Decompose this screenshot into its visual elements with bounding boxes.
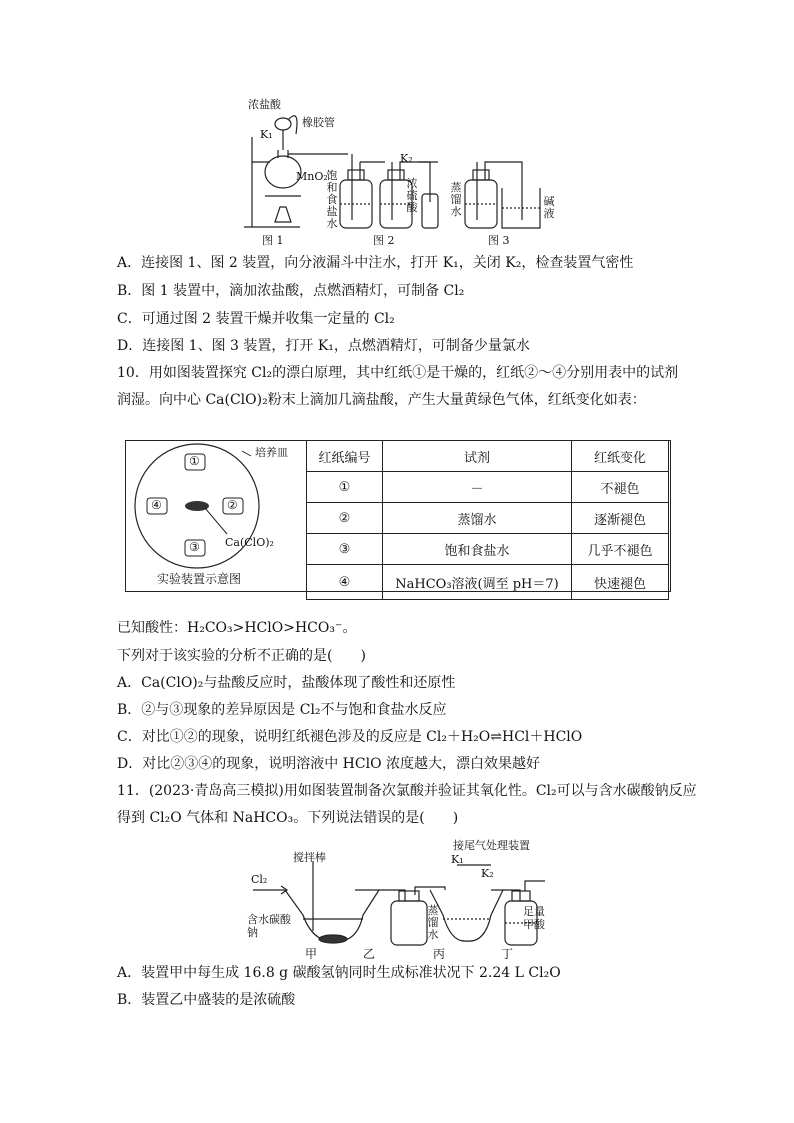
q10-option-c: C．对比①②的现象，说明红纸褪色涉及的反应是 Cl₂＋H₂O⇌HCl＋HClO xyxy=(117,729,583,745)
label-k2: K₂ xyxy=(400,152,413,165)
label-sat-brine: 饱和食盐水 xyxy=(326,169,338,230)
caption-fig3: 图 3 xyxy=(488,234,510,247)
label-petri-dish: 培养皿 xyxy=(255,446,288,459)
red-paper-table xyxy=(306,440,669,600)
table-cell: 不褪色 xyxy=(572,472,669,503)
q10-option-a: A．Ca(ClO)₂与盐酸反应时，盐酸体现了酸性和还原性 xyxy=(117,675,456,691)
table-header: 试剂 xyxy=(383,441,572,472)
q9-option-b: B．图 1 装置中，滴加浓盐酸，点燃酒精灯，可制备 Cl₂ xyxy=(117,283,465,299)
label-bing: 丙 xyxy=(433,947,446,961)
q11-option-a: A．装置甲中每生成 16.8 g 碳酸氢钠同时生成标准状况下 2.24 L Cl₂O xyxy=(117,965,561,981)
label-k1: K₁ xyxy=(451,853,464,866)
figure-hclo-apparatus xyxy=(245,835,555,960)
table-cell: 快速褪色 xyxy=(572,565,669,600)
q11-option-b: B．装置乙中盛装的是浓硫酸 xyxy=(117,992,296,1008)
q10-option-b: B．②与③现象的差异原因是 Cl₂不与饱和食盐水反应 xyxy=(117,702,447,718)
table-cell: 几乎不褪色 xyxy=(572,534,669,565)
paper-1-label: ① xyxy=(189,454,200,468)
label-alkali: 碱液 xyxy=(543,195,555,220)
table-cell: 逐渐褪色 xyxy=(572,503,669,534)
q10-question: 下列对于该实验的分析不正确的是( ) xyxy=(117,648,366,664)
table-cell: 饱和食盐水 xyxy=(383,534,572,565)
label-cl2-inlet: Cl₂ xyxy=(251,873,268,886)
table-cell: NaHCO₃溶液(调至 pH＝7) xyxy=(383,565,572,600)
q9-option-a: A．连接图 1、图 2 装置，向分液漏斗中注水，打开 K₁，关闭 K₂，检查装置气密性 xyxy=(117,255,634,271)
label-ca-clo2: Ca(ClO)₂ xyxy=(225,536,274,549)
table-header-row xyxy=(307,441,669,472)
q9-option-d: D．连接图 1、图 3 装置，打开 K₁，点燃酒精灯，可制备少量氯水 xyxy=(117,338,530,354)
table-row xyxy=(307,472,669,503)
table-row xyxy=(307,503,669,534)
table-cell: － xyxy=(383,472,572,503)
caption-setup: 实验装置示意图 xyxy=(157,572,242,586)
label-hydrous-na2co3: 含水碳酸钠 xyxy=(247,913,291,939)
q10-known-acidity: 已知酸性：H₂CO₃>HClO>HCO₃⁻。 xyxy=(117,620,357,636)
label-tail-gas: 接尾气处理装置 xyxy=(453,839,530,852)
table-cell: ④ xyxy=(307,565,383,600)
label-stir-rod: 搅拌棒 xyxy=(293,851,326,864)
q10-stem-line1: 10．用如图装置探究 Cl₂的漂白原理，其中红纸①是干燥的，红纸②～④分别用表中的试剂 xyxy=(117,365,679,381)
label-ding: 丁 xyxy=(501,947,514,961)
caption-fig2: 图 2 xyxy=(373,234,395,247)
label-excess-formic-acid: 足量甲酸 xyxy=(523,905,545,931)
table-cell: ② xyxy=(307,503,383,534)
label-jia: 甲 xyxy=(305,947,318,961)
q9-option-c: C．可通过图 2 装置干燥并收集一定量的 Cl₂ xyxy=(117,311,395,327)
table-header: 红纸变化 xyxy=(572,441,669,472)
label-rubber-tube: 橡胶管 xyxy=(302,116,335,129)
paper-3-label: ③ xyxy=(189,540,200,554)
caption-fig1: 图 1 xyxy=(262,234,284,247)
q10-stem-line2: 润湿。向中心 Ca(ClO)₂粉末上滴加几滴盐酸，产生大量黄绿色气体，红纸变化如表： xyxy=(117,392,646,408)
label-mno2: MnO₂ xyxy=(296,170,328,183)
petri-dish-diagram xyxy=(127,442,305,588)
table-cell: ③ xyxy=(307,534,383,565)
label-distilled-water: 蒸馏水 xyxy=(427,904,439,941)
apparatus-drawing xyxy=(240,92,570,247)
label-conc-hcl: 浓盐酸 xyxy=(248,98,281,111)
table-cell: ① xyxy=(307,472,383,503)
label-k1: K₁ xyxy=(260,128,273,141)
table-header: 红纸编号 xyxy=(307,441,383,472)
label-k2: K₂ xyxy=(481,867,494,880)
label-conc-h2so4: 浓硫酸 xyxy=(406,177,418,214)
paper-4-label: ④ xyxy=(151,498,162,512)
paper-2-label: ② xyxy=(227,498,238,512)
table-row xyxy=(307,565,669,600)
q11-stem-line2: 得到 Cl₂O 气体和 NaHCO₃。下列说法错误的是( ) xyxy=(117,810,459,826)
q11-stem-line1: 11．(2023·青岛高三模拟)用如图装置制备次氯酸并验证其氧化性。Cl₂可以与含水碳酸钠反应 xyxy=(117,783,697,799)
label-distilled-water: 蒸馏水 xyxy=(450,181,462,218)
figure-apparatus-1-3 xyxy=(240,92,570,247)
table-cell: 蒸馏水 xyxy=(383,503,572,534)
q10-option-d: D．对比②③④的现象，说明溶液中 HClO 浓度越大，漂白效果越好 xyxy=(117,756,540,772)
label-yi: 乙 xyxy=(363,947,376,961)
table-row xyxy=(307,534,669,565)
